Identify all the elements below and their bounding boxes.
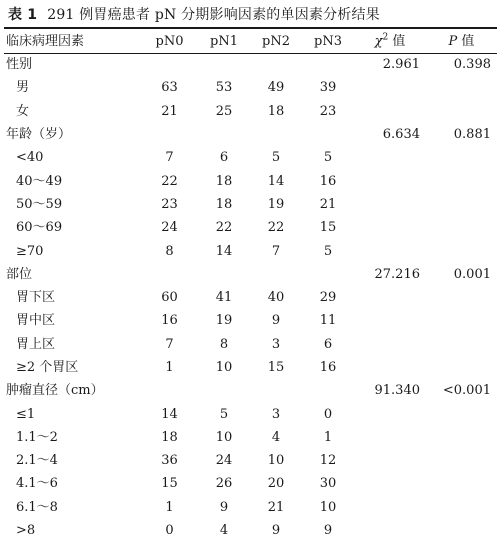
empty-cell bbox=[141, 263, 198, 286]
count-pn2: 21 bbox=[267, 499, 285, 515]
count-pn2: 20 bbox=[267, 476, 285, 492]
count-pn0: 15 bbox=[161, 476, 178, 492]
row-label: 胃中区 bbox=[16, 313, 56, 329]
empty-cell bbox=[426, 146, 497, 169]
count-pn2: 14 bbox=[267, 173, 285, 189]
empty-cell bbox=[426, 426, 497, 449]
count-pn0: 7 bbox=[165, 336, 174, 352]
row-label: >8 bbox=[16, 523, 36, 539]
empty-cell bbox=[426, 169, 497, 192]
empty-cell bbox=[250, 53, 302, 76]
empty-cell bbox=[250, 379, 302, 402]
row-label: 胃下区 bbox=[16, 290, 56, 306]
count-pn1: 10 bbox=[215, 429, 233, 445]
count-pn3: 5 bbox=[323, 150, 333, 166]
chi2-value: 27.216 bbox=[374, 266, 420, 282]
table-row bbox=[4, 309, 497, 332]
empty-cell bbox=[354, 169, 426, 192]
empty-cell bbox=[354, 239, 426, 262]
count-pn0: 23 bbox=[161, 196, 178, 212]
count-pn3: 0 bbox=[323, 406, 333, 422]
empty-cell bbox=[426, 472, 497, 495]
count-pn1: 4 bbox=[219, 523, 229, 539]
empty-cell bbox=[426, 193, 497, 216]
count-pn2: 3 bbox=[271, 336, 281, 352]
group-row bbox=[4, 263, 497, 286]
header-p: P 值 bbox=[448, 34, 475, 49]
count-pn1: 41 bbox=[215, 290, 233, 306]
empty-cell bbox=[198, 123, 250, 146]
count-pn3: 16 bbox=[319, 173, 337, 189]
count-pn3: 6 bbox=[323, 336, 333, 352]
count-pn0: 36 bbox=[161, 453, 178, 469]
count-pn1: 14 bbox=[215, 243, 233, 259]
count-pn1: 18 bbox=[215, 173, 233, 189]
table-row bbox=[4, 426, 497, 449]
row-label: 50～59 bbox=[16, 196, 63, 212]
count-pn3: 15 bbox=[319, 220, 337, 236]
empty-cell bbox=[354, 333, 426, 356]
count-pn1: 24 bbox=[215, 453, 233, 469]
row-label: 60～69 bbox=[16, 220, 63, 236]
row-label: ≥2 个胃区 bbox=[16, 360, 79, 375]
count-pn1: 26 bbox=[215, 476, 233, 492]
row-label: 胃上区 bbox=[16, 336, 56, 352]
count-pn3: 29 bbox=[319, 290, 337, 306]
header-row bbox=[4, 31, 497, 53]
empty-cell bbox=[426, 402, 497, 425]
count-pn3: 9 bbox=[323, 523, 333, 539]
empty-cell bbox=[354, 146, 426, 169]
empty-cell bbox=[354, 356, 426, 379]
group-row bbox=[4, 379, 497, 402]
row-label: ≥70 bbox=[16, 243, 44, 259]
table-row bbox=[4, 496, 497, 519]
count-pn3: 16 bbox=[319, 360, 337, 375]
count-pn2: 9 bbox=[271, 523, 281, 539]
empty-cell bbox=[198, 263, 250, 286]
table-caption bbox=[8, 4, 380, 24]
data-table bbox=[4, 31, 497, 542]
empty-cell bbox=[302, 53, 354, 76]
count-pn0: 0 bbox=[165, 523, 174, 539]
empty-cell bbox=[426, 239, 497, 262]
group-row bbox=[4, 53, 497, 76]
p-value: 0.881 bbox=[453, 127, 491, 143]
count-pn0: 60 bbox=[161, 290, 178, 306]
count-pn1: 19 bbox=[215, 313, 233, 329]
empty-cell bbox=[250, 263, 302, 286]
empty-cell bbox=[198, 379, 250, 402]
count-pn3: 1 bbox=[323, 429, 333, 445]
empty-cell bbox=[354, 286, 426, 309]
chi2-value: 91.340 bbox=[374, 383, 420, 399]
chi2-value: 6.634 bbox=[382, 127, 420, 143]
empty-cell bbox=[354, 426, 426, 449]
count-pn1: 9 bbox=[219, 499, 229, 515]
row-label: 男 bbox=[16, 80, 30, 96]
group-label: 肿瘤直径（cm） bbox=[6, 383, 104, 399]
count-pn2: 19 bbox=[267, 196, 285, 212]
p-value: <0.001 bbox=[442, 383, 491, 399]
count-pn0: 14 bbox=[161, 406, 178, 422]
count-pn3: 11 bbox=[319, 313, 337, 329]
empty-cell bbox=[354, 472, 426, 495]
empty-cell bbox=[198, 53, 250, 76]
count-pn0: 8 bbox=[165, 243, 174, 259]
count-pn1: 6 bbox=[219, 150, 229, 166]
table-row bbox=[4, 216, 497, 239]
count-pn2: 40 bbox=[267, 290, 285, 306]
chi2-value: 2.961 bbox=[382, 57, 420, 73]
empty-cell bbox=[141, 53, 198, 76]
empty-cell bbox=[141, 123, 198, 146]
count-pn3: 10 bbox=[319, 499, 337, 515]
empty-cell bbox=[302, 263, 354, 286]
group-label: 年龄（岁） bbox=[6, 127, 72, 143]
count-pn1: 10 bbox=[215, 360, 233, 375]
empty-cell bbox=[426, 216, 497, 239]
count-pn0: 7 bbox=[165, 150, 174, 166]
count-pn0: 22 bbox=[161, 173, 178, 189]
empty-cell bbox=[426, 76, 497, 99]
empty-cell bbox=[250, 123, 302, 146]
table-row bbox=[4, 449, 497, 472]
count-pn1: 8 bbox=[219, 336, 229, 352]
table-row bbox=[4, 100, 497, 123]
header-chi2: $\chi^2$ 值 bbox=[374, 32, 406, 49]
group-label: 部位 bbox=[6, 266, 33, 282]
empty-cell bbox=[302, 379, 354, 402]
header-pn2: pN2 bbox=[262, 34, 290, 49]
count-pn1: 53 bbox=[215, 80, 233, 96]
header-pn1: pN1 bbox=[210, 34, 238, 49]
count-pn1: 5 bbox=[219, 406, 229, 422]
empty-cell bbox=[354, 100, 426, 123]
count-pn0: 18 bbox=[161, 429, 178, 445]
count-pn0: 24 bbox=[161, 220, 178, 236]
row-label: 4.1～6 bbox=[16, 476, 58, 492]
count-pn3: 21 bbox=[319, 196, 337, 212]
empty-cell bbox=[426, 496, 497, 519]
row-label: 1.1～2 bbox=[16, 429, 58, 445]
count-pn1: 25 bbox=[215, 103, 233, 119]
group-label: 性别 bbox=[6, 57, 33, 73]
p-value: 0.398 bbox=[453, 57, 491, 73]
top-rule bbox=[4, 27, 497, 29]
empty-cell bbox=[354, 76, 426, 99]
count-pn3: 12 bbox=[319, 453, 337, 469]
empty-cell bbox=[141, 379, 198, 402]
count-pn3: 5 bbox=[323, 243, 333, 259]
header-factor: 临床病理因素 bbox=[6, 34, 85, 49]
row-label: 40～49 bbox=[16, 173, 63, 189]
empty-cell bbox=[426, 100, 497, 123]
count-pn2: 49 bbox=[267, 80, 285, 96]
table-row bbox=[4, 286, 497, 309]
empty-cell bbox=[354, 449, 426, 472]
count-pn0: 1 bbox=[165, 499, 174, 515]
table-row bbox=[4, 193, 497, 216]
empty-cell bbox=[354, 496, 426, 519]
p-value: 0.001 bbox=[453, 266, 491, 282]
count-pn3: 39 bbox=[319, 80, 337, 96]
table-row bbox=[4, 239, 497, 262]
count-pn1: 18 bbox=[215, 196, 233, 212]
count-pn2: 10 bbox=[267, 453, 285, 469]
table-number: 表 1 bbox=[8, 7, 38, 23]
table-row bbox=[4, 519, 497, 542]
count-pn2: 9 bbox=[271, 313, 281, 329]
table-row bbox=[4, 356, 497, 379]
count-pn2: 22 bbox=[267, 220, 285, 236]
count-pn2: 15 bbox=[267, 360, 285, 375]
count-pn2: 18 bbox=[267, 103, 285, 119]
empty-cell bbox=[426, 333, 497, 356]
table-row bbox=[4, 402, 497, 425]
empty-cell bbox=[354, 216, 426, 239]
row-label: ≤1 bbox=[16, 406, 36, 422]
count-pn0: 21 bbox=[161, 103, 178, 119]
table-row bbox=[4, 472, 497, 495]
count-pn2: 3 bbox=[271, 406, 281, 422]
empty-cell bbox=[354, 519, 426, 542]
empty-cell bbox=[426, 519, 497, 542]
count-pn2: 5 bbox=[271, 150, 281, 166]
header-pn0: pN0 bbox=[155, 34, 184, 49]
empty-cell bbox=[426, 356, 497, 379]
empty-cell bbox=[302, 123, 354, 146]
empty-cell bbox=[426, 286, 497, 309]
count-pn0: 16 bbox=[161, 313, 178, 329]
row-label: 女 bbox=[16, 103, 30, 119]
count-pn2: 4 bbox=[271, 429, 281, 445]
count-pn3: 30 bbox=[319, 476, 337, 492]
row-label: 6.1～8 bbox=[16, 499, 58, 515]
group-row bbox=[4, 123, 497, 146]
table-row bbox=[4, 169, 497, 192]
empty-cell bbox=[354, 193, 426, 216]
count-pn3: 23 bbox=[319, 103, 337, 119]
count-pn0: 1 bbox=[165, 360, 174, 375]
empty-cell bbox=[426, 449, 497, 472]
empty-cell bbox=[354, 309, 426, 332]
row-label: <40 bbox=[16, 150, 44, 166]
empty-cell bbox=[426, 309, 497, 332]
row-label: 2.1～4 bbox=[16, 453, 58, 469]
count-pn0: 63 bbox=[161, 80, 178, 96]
count-pn1: 22 bbox=[215, 220, 233, 236]
empty-cell bbox=[354, 402, 426, 425]
table-row bbox=[4, 333, 497, 356]
table-title: 291 例胃癌患者 pN 分期影响因素的单因素分析结果 bbox=[47, 7, 380, 23]
table-row bbox=[4, 146, 497, 169]
header-pn3: pN3 bbox=[314, 34, 342, 49]
table-row bbox=[4, 76, 497, 99]
count-pn2: 7 bbox=[271, 243, 281, 259]
